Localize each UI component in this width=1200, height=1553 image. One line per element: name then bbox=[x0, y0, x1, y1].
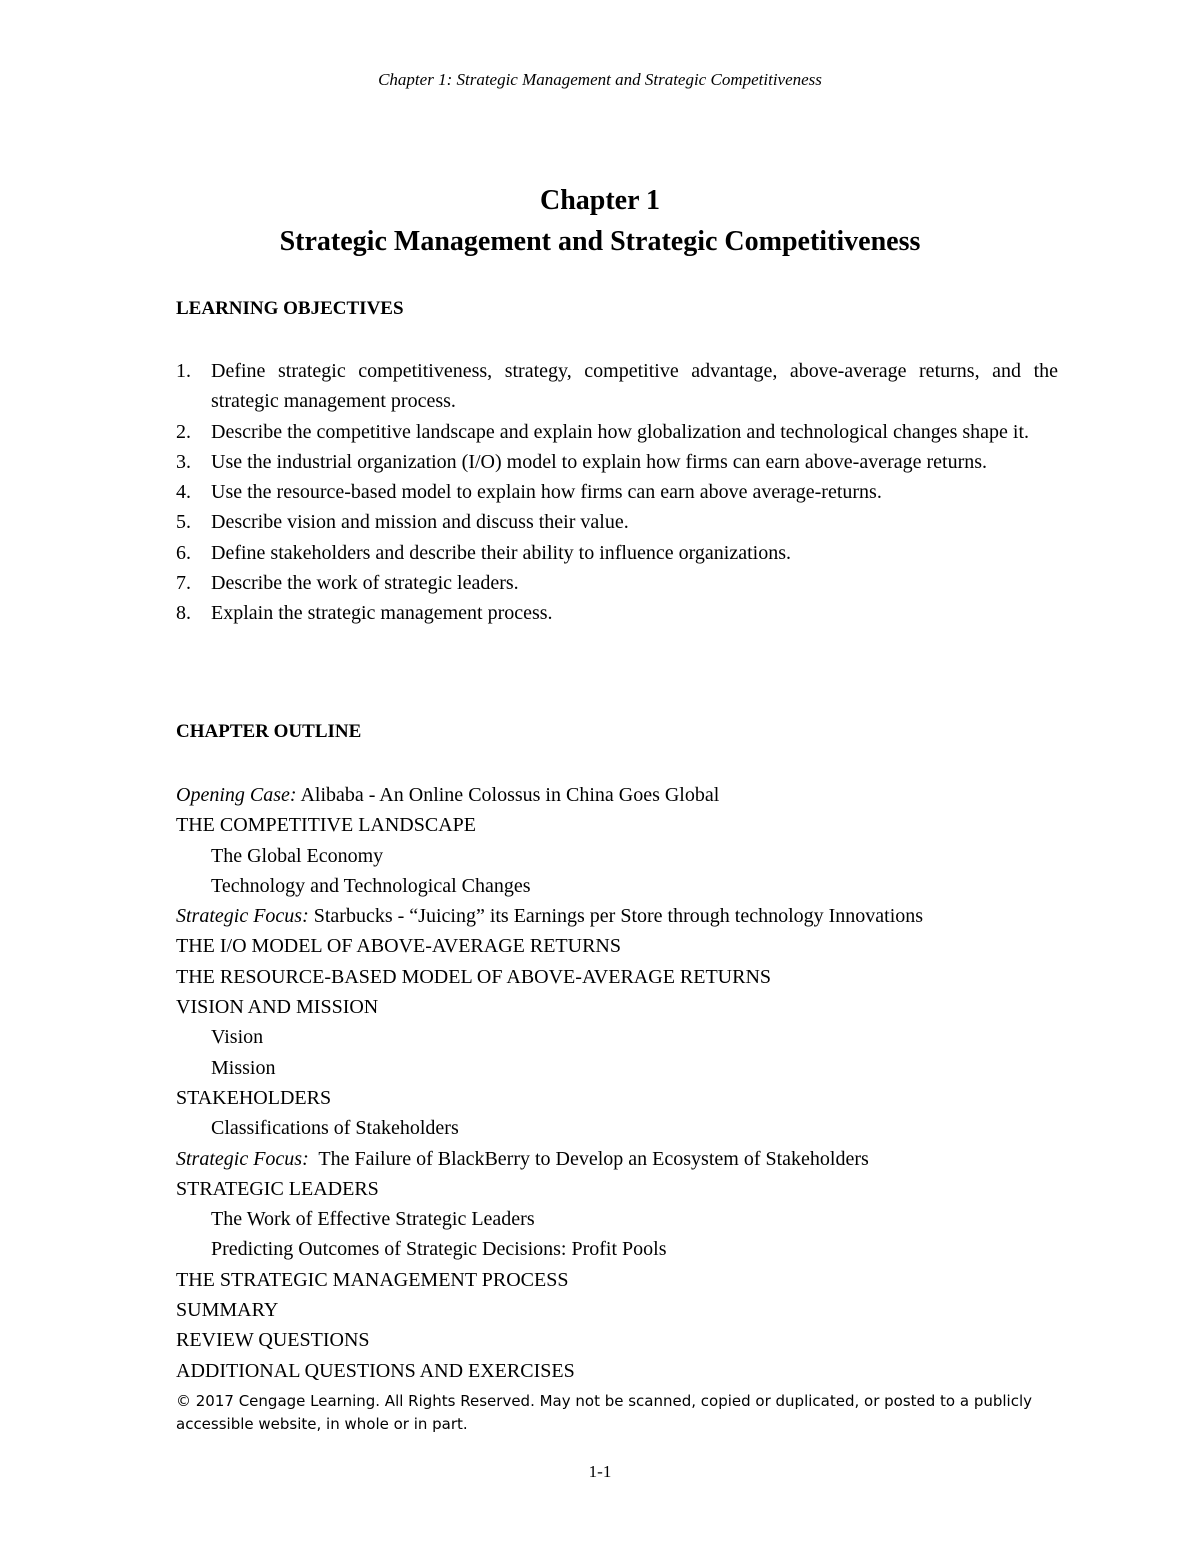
outline-lead: Strategic Focus: bbox=[176, 905, 309, 928]
objective-number: 4. bbox=[176, 481, 191, 504]
outline-item: THE STRATEGIC MANAGEMENT PROCESS bbox=[176, 1268, 569, 1291]
objective-text: Define strategic competitiveness, strategy, competitive advantage, above-average returns, and the strategic management process. bbox=[211, 360, 1058, 413]
chapter-outline bbox=[176, 780, 1076, 1386]
objective-item bbox=[176, 568, 1058, 598]
objective-text: Explain the strategic management process. bbox=[211, 602, 553, 625]
outline-item: SUMMARY bbox=[176, 1299, 279, 1322]
objective-item bbox=[176, 598, 1058, 628]
outline-lead: Strategic Focus: bbox=[176, 1147, 309, 1170]
objective-text: Describe the competitive landscape and explain how globalization and technological changes shape it. bbox=[211, 420, 1030, 443]
objective-item bbox=[176, 447, 1058, 477]
outline-subitem: The Global Economy bbox=[211, 844, 384, 867]
outline-item: VISION AND MISSION bbox=[176, 996, 379, 1019]
learning-objectives-heading: LEARNING OBJECTIVES bbox=[176, 298, 404, 319]
learning-objectives-list bbox=[176, 356, 1058, 629]
outline-item: THE I/O MODEL OF ABOVE-AVERAGE RETURNS bbox=[176, 935, 621, 958]
outline-subitem: Predicting Outcomes of Strategic Decisions: Profit Pools bbox=[211, 1238, 667, 1261]
outline-subitem: Classifications of Stakeholders bbox=[211, 1117, 459, 1140]
outline-subitem: The Work of Effective Strategic Leaders bbox=[211, 1208, 535, 1231]
objective-item bbox=[176, 538, 1058, 568]
chapter-outline-heading: CHAPTER OUTLINE bbox=[176, 721, 362, 742]
objective-number: 7. bbox=[176, 572, 191, 595]
objective-item bbox=[176, 417, 1058, 447]
objective-number: 1. bbox=[176, 360, 191, 382]
outline-item: THE RESOURCE-BASED MODEL OF ABOVE-AVERAGE RETURNS bbox=[176, 965, 772, 988]
outline-text: Starbucks - “Juicing” its Earnings per Store through technology Innovations bbox=[308, 905, 924, 928]
outline-item: REVIEW QUESTIONS bbox=[176, 1329, 370, 1352]
outline-item bbox=[176, 1144, 1076, 1174]
chapter-title: Strategic Management and Strategic Competitiveness bbox=[279, 226, 921, 257]
running-header: Chapter 1: Strategic Management and Strategic Competitiveness bbox=[378, 70, 822, 89]
outline-item bbox=[176, 780, 1076, 810]
objective-item bbox=[176, 507, 1058, 537]
outline-text: Alibaba - An Online Colossus in China Goes Global bbox=[296, 784, 720, 806]
outline-item: STAKEHOLDERS bbox=[176, 1086, 332, 1109]
objective-number: 3. bbox=[176, 450, 191, 473]
outline-item: STRATEGIC LEADERS bbox=[176, 1177, 379, 1200]
objective-text: Describe the work of strategic leaders. bbox=[211, 572, 519, 595]
objective-text: Use the resource-based model to explain how firms can earn above average-returns. bbox=[211, 481, 882, 504]
page-number: 1-1 bbox=[588, 1462, 612, 1481]
objective-number: 2. bbox=[176, 420, 191, 443]
chapter-number: Chapter 1 bbox=[539, 185, 661, 216]
objective-item bbox=[176, 477, 1058, 507]
objective-text: Use the industrial organization (I/O) model to explain how firms can earn above-average returns. bbox=[211, 450, 988, 473]
outline-item: THE COMPETITIVE LANDSCAPE bbox=[176, 814, 476, 837]
outline-text: The Failure of BlackBerry to Develop an Ecosystem of Stakeholders bbox=[308, 1147, 869, 1170]
outline-item bbox=[176, 901, 1076, 931]
copyright-notice: © 2017 Cengage Learning. All Rights Reserved. May not be scanned, copied or duplicated, or posted to a publicly accessible website, in whole or in part. bbox=[176, 1392, 1033, 1433]
outline-subitem: Mission bbox=[211, 1056, 276, 1079]
objective-number: 8. bbox=[176, 602, 191, 625]
objective-text: Describe vision and mission and discuss their value. bbox=[211, 511, 629, 534]
outline-lead: Opening Case: bbox=[176, 784, 297, 806]
objective-number: 6. bbox=[176, 541, 191, 564]
title-block bbox=[0, 180, 1200, 262]
outline-subitem: Vision bbox=[211, 1026, 264, 1049]
objective-text: Define stakeholders and describe their ability to influence organizations. bbox=[211, 541, 791, 564]
outline-subitem: Technology and Technological Changes bbox=[211, 874, 531, 897]
objective-item bbox=[176, 356, 1058, 417]
outline-item: ADDITIONAL QUESTIONS AND EXERCISES bbox=[176, 1359, 575, 1382]
objective-number: 5. bbox=[176, 511, 191, 534]
